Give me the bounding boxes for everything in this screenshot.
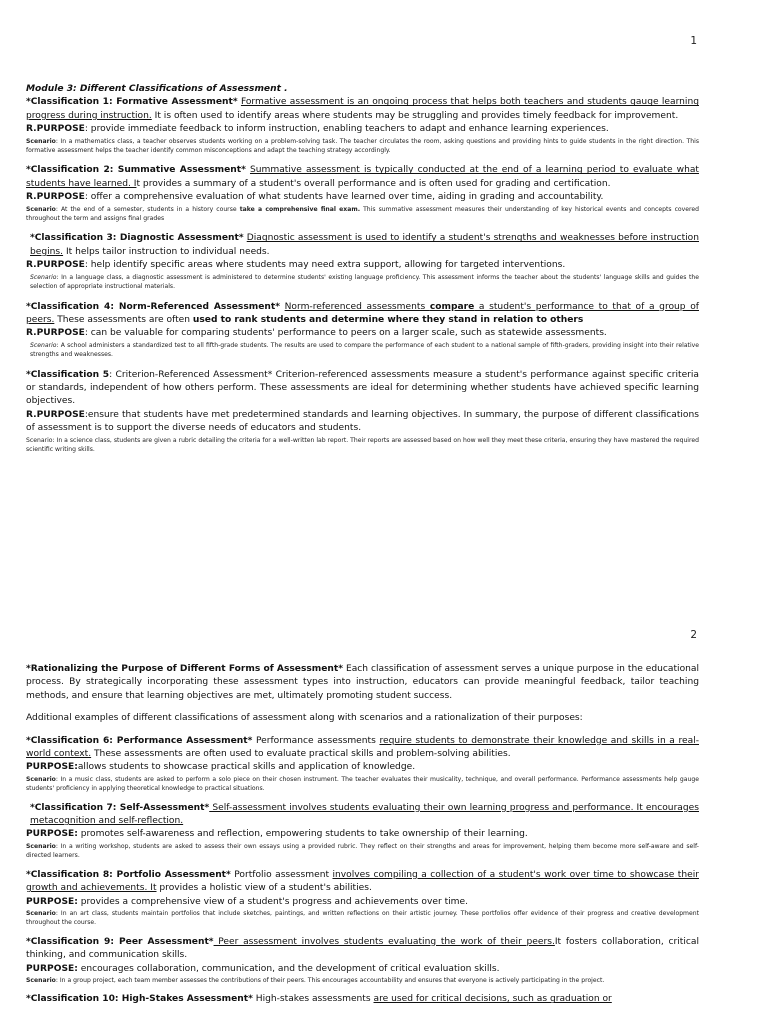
classification-1-paragraph [26, 96, 699, 123]
purpose-label: PURPOSE: [26, 896, 78, 907]
classification-9-purpose [26, 963, 699, 976]
classification-7-scenario [26, 842, 699, 861]
scenario-text: : At the end of a semester, students in a history course [55, 205, 240, 213]
classification-5-purpose [26, 409, 699, 436]
classification-8-text: provides a holistic view of a student's abilities. [156, 883, 372, 894]
classification-8-heading: *Classification 8: Portfolio Assessment* [26, 869, 231, 880]
scenario-text-end: This summative assessment measures their understanding of key historical events and concepts covered throughout the term and assigns final grades [26, 205, 699, 223]
classification-6-text: These assessments are often used to evaluate practical skills and problem-solving abilities. [91, 749, 511, 760]
classification-6-scenario [26, 775, 699, 794]
purpose-text: encourages collaboration, communication, and the development of critical evaluation skills. [77, 963, 500, 974]
classification-4-definition: Norm-referenced assessments compare a student's performance to that of a group of peers. [26, 301, 699, 325]
classification-8-definition: involves compiling a collection of a student's work over time to showcase their growth and achievements. It [26, 869, 699, 894]
purpose-label: R.PURPOSE [26, 192, 85, 203]
page-1-content [26, 83, 699, 454]
scenario-label: Scenario [26, 775, 56, 783]
page-2 [0, 600, 768, 1024]
purpose-text: allows students to showcase practical skills and application of knowledge. [77, 762, 416, 773]
scenario-label: Scenario [26, 205, 56, 213]
classification-2-paragraph [26, 164, 699, 191]
purpose-text: : provide immediate feedback to inform instruction, enabling teachers to adapt and enhance learning experiences. [84, 124, 609, 135]
classification-1-heading: *Classification 1: Formative Assessment* [26, 97, 238, 108]
classification-7-definition: Self-assessment involves students evaluating their own learning progress and performance. It encourages metacognition and self-reflection. [30, 802, 699, 827]
additional-examples-text: Additional examples of different classifications of assessment along with scenarios and a rationalization of their purposes: [26, 713, 583, 724]
purpose-text: provides a comprehensive view of a student's progress and achievements over time. [77, 896, 469, 907]
classification-2-heading: *Classification 2: Summative Assessment* [26, 165, 246, 176]
classification-1-definition: Formative assessment is an ongoing process that helps both teachers and students gauge learning progress during instruction. [26, 97, 699, 121]
purpose-label: R.PURPOSE [26, 409, 85, 420]
classification-6-purpose [26, 761, 699, 774]
classification-4-emphasis: used to rank students and determine where they stand in relation to others [192, 314, 584, 325]
classification-3-heading: *Classification 3: Diagnostic Assessment* [30, 233, 244, 244]
classification-1-purpose [26, 123, 699, 136]
scenario-label: Scenario [26, 976, 56, 984]
scenario-text: : A school administers a standardized test to all fifth-grade students. The results are used to compare the performance of each student to a national sample of fifth-graders, providing insight into their relative strengths and weaknesses. [30, 341, 699, 359]
purpose-label: PURPOSE: [26, 762, 78, 773]
classification-8-purpose [26, 896, 699, 909]
classification-9-definition: Peer assessment involves students evaluating the work of their peers. [213, 936, 555, 947]
rationalizing-heading: *Rationalizing the Purpose of Different Forms of Assessment* [26, 664, 344, 674]
classification-7-heading: *Classification 7: Self-Assessment* [30, 802, 210, 813]
classification-3-scenario [26, 273, 699, 292]
classification-8-scenario [26, 909, 699, 928]
purpose-label: PURPOSE: [26, 963, 78, 974]
scenario-label: Scenario [30, 341, 57, 349]
classification-5-heading: *Classification 5 [26, 369, 110, 380]
scenario-text: : In a group project, each team member assesses the contributions of their peers. This encourages accountability and ensures that everyone is actively participating in the project. [55, 976, 605, 984]
classification-2-scenario [26, 205, 699, 224]
purpose-text: : can be valuable for comparing students' performance to peers on a larger scale, such as statewide assessments. [84, 328, 607, 339]
scenario-label: Scenario [26, 909, 56, 917]
classification-9-heading: *Classification 9: Peer Assessment* [26, 936, 214, 947]
scenario-label: Scenario [26, 842, 56, 850]
purpose-label: PURPOSE: [26, 829, 78, 840]
rationalizing-text: Each classification of assessment serves a unique purpose in the educational process. By strategically incorporating these assessment types into instruction, educators can provide meaningful feedback, tailor teaching methods, and ensure that learning objectives are met, ultimately promoting student success. [26, 664, 699, 701]
purpose-text: : offer a comprehensive evaluation of what students have learned over time, aiding in grading and accountability. [84, 192, 604, 203]
purpose-text: :ensure that students have met predetermined standards and learning objectives. In summary, the purpose of different classifications of assessment is to support the diverse needs of educators and students. [26, 409, 699, 434]
classification-10-paragraph: *Classification 10: High-Stakes Assessment* High-stakes assessments are used for critical decisions, such as graduation or [26, 994, 612, 1005]
classification-5-paragraph [26, 369, 699, 409]
scenario-text: : In an art class, students maintain portfolios that include sketches, paintings, and written reflections on their artistic journey. These portfolios offer evidence of their progress and creative development throughout the course. [26, 909, 699, 927]
classification-10-definition: are used for critical decisions, such as graduation or [373, 994, 612, 1005]
classification-9-text: It fosters collaboration, critical thinking, and communication skills. [26, 936, 699, 961]
purpose-text: promotes self-awareness and reflection, empowering students to take ownership of their learning. [77, 829, 528, 840]
classification-3-definition: Diagnostic assessment is used to identify a student's strengths and weaknesses before instruction begins. [30, 233, 699, 257]
purpose-label: R.PURPOSE [26, 260, 85, 271]
classification-3-paragraph [26, 232, 699, 259]
classification-6-heading: *Classification 6: Performance Assessment* [26, 735, 253, 746]
classification-9-paragraph [26, 936, 699, 963]
classification-3-text: It helps tailor instruction to individual needs. [63, 246, 270, 257]
classification-4-heading: *Classification 4: Norm-Referenced Assessment* [26, 301, 280, 312]
classification-1-text: It is often used to identify areas where students may be struggling and provides timely feedback for improvement. [151, 110, 679, 121]
classification-7-purpose [26, 828, 699, 841]
classification-4-purpose [26, 327, 699, 340]
classification-6-paragraph: *Classification 6: Performance Assessment* Performance assessments require students to demonstrate their knowledge and skills in a real-world context. These assessments are often used to evaluate practical skills and problem-solving abilities. [26, 735, 699, 760]
classification-10-heading: *Classification 10: High-Stakes Assessment* [26, 994, 253, 1005]
page-2-content [26, 663, 699, 1007]
page-number: 1 [690, 35, 697, 47]
page-number: 2 [690, 629, 697, 641]
classification-8-paragraph: *Classification 8: Portfolio Assessment* Portfolio assessment involves compiling a collection of a student's work over time to showcase their growth and achievements. It provides a holistic view of a student's abilities. [26, 869, 699, 894]
scenario-text: : In a language class, a diagnostic assessment is administered to determine students' existing language proficiency. This assessment informs the teacher about the students' language skills and guides the selection of appropriate instructional materials. [30, 273, 699, 291]
classification-2-text: t provides a summary of a student's overall performance and is often used for grading and certification. [136, 178, 611, 189]
scenario-text: : In a music class, students are asked to perform a solo piece on their chosen instrument. The teacher evaluates their musicality, technique, and overall performance. Performance assessments help gauge students' proficiency in applying theoretical knowledge to practical situations. [26, 775, 699, 793]
module-title: Module 3: Different Classifications of Assessment . [26, 84, 288, 94]
scenario-emphasis: take a comprehensive final exam. [239, 205, 361, 213]
purpose-label: R.PURPOSE [26, 124, 85, 135]
classification-7-paragraph [26, 802, 699, 829]
classification-2-purpose [26, 191, 699, 204]
classification-3-purpose [26, 259, 699, 272]
scenario-label: Scenario [26, 137, 56, 145]
purpose-text: : help identify specific areas where students may need extra support, allowing for targeted interventions. [84, 260, 566, 271]
rationalizing-paragraph [26, 663, 699, 703]
classification-5-text: : Criterion-Referenced Assessment* Criterion-referenced assessments measure a student's performance against specific criteria or standards, independent of how others perform. These assessments are ideal for determining whether students have achieved specific learning objectives. [26, 369, 699, 407]
classification-4-scenario [26, 341, 699, 360]
classification-1-scenario [26, 137, 699, 156]
classification-5-scenario: Scenario: In a science class, students are given a rubric detailing the criteria for a well-written lab report. Their reports are assessed based on how well they meet these criteria, ensuring they have mastered the required scientific writing skills. [26, 436, 699, 453]
classification-4-text: These assessments are often [54, 314, 193, 325]
scenario-text: : In a writing workshop, students are asked to assess their own essays using a provided rubric. They reflect on their strengths and areas for improvement, helping them become more self-aware and self-directed learners. [26, 842, 699, 860]
classification-9-scenario [26, 976, 699, 985]
classification-6-definition: require students to demonstrate their knowledge and skills in a real-world context. [26, 735, 699, 760]
classification-4-paragraph [26, 301, 699, 328]
classification-2-definition: Summative assessment is typically conducted at the end of a learning period to evaluate what students have learned. I [26, 165, 699, 189]
scenario-text: : In a mathematics class, a teacher observes students working on a problem-solving task. The teacher circulates the room, asking questions and providing hints to guide students in the right direction. This formative assessment helps the teacher identify common misconceptions and adapt the teaching strategy accordingly. [26, 137, 699, 155]
scenario-label: Scenario [30, 273, 57, 281]
purpose-label: R.PURPOSE [26, 328, 85, 339]
